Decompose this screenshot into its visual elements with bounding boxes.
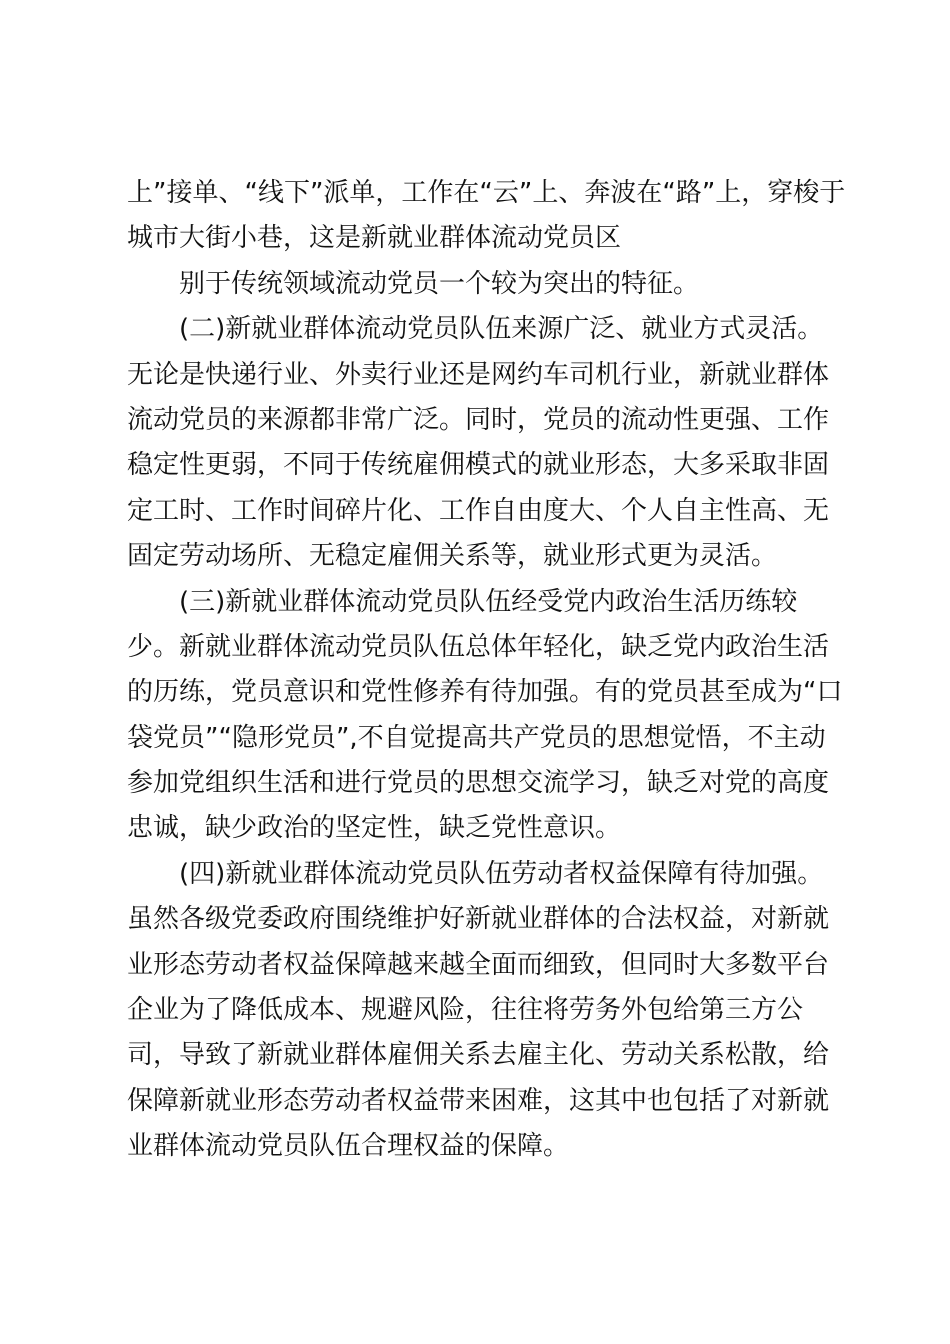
section-heading-4: (四)新就业群体流动党员队伍劳动者权益保障有待加强。 — [179, 858, 824, 889]
text-line: 忠诚，缺少政治的坚定性，缺乏党性意识。 — [127, 813, 622, 844]
text-line: 定工时、工作时间碎片化、工作自由度大、个人自主性高、无 — [127, 495, 830, 526]
text-line: 虽然各级党委政府围绕维护好新就业群体的合法权益，对新就 — [127, 904, 830, 935]
text-line: 企业为了降低成本、规避风险，往往将劳务外包给第三方公 — [127, 995, 804, 1026]
section-heading-3: (三)新就业群体流动党员队伍经受党内政治生活历练较 — [179, 586, 798, 617]
text-line: 袋党员”“隐形党员”,不自觉提高共产党员的思想觉悟，不主动 — [127, 722, 826, 753]
text-line: 业群体流动党员队伍合理权益的保障。 — [127, 1131, 570, 1162]
text-line: 城市大街小巷，这是新就业群体流动党员区 — [127, 223, 622, 254]
text-line: 上”接单、“线下”派单，工作在“云”上、奔波在“路”上，穿梭于 — [127, 178, 846, 208]
text-line: 的历练，党员意识和党性修养有待加强。有的党员甚至成为“口 — [127, 677, 843, 708]
text-line: 流动党员的来源都非常广泛。同时，党员的流动性更强、工作 — [127, 404, 830, 435]
text-line: 少。新就业群体流动党员队伍总体年轻化，缺乏党内政治生活 — [127, 631, 830, 662]
text-line: 无论是快递行业、外卖行业还是网约车司机行业，新就业群体 — [127, 359, 830, 390]
text-line: 业形态劳动者权益保障越来越全面而细致，但同时大多数平台 — [127, 949, 830, 980]
text-line: 固定劳动场所、无稳定雇佣关系等，就业形式更为灵活。 — [127, 541, 778, 572]
body-text — [127, 171, 846, 1170]
text-line: 稳定性更弱，不同于传统雇佣模式的就业形态，大多采取非固 — [127, 450, 830, 481]
text-line: 别于传统领域流动党员一个较为突出的特征。 — [179, 268, 700, 299]
text-line: 司，导致了新就业群体雇佣关系去雇主化、劳动关系松散，给 — [127, 1040, 830, 1071]
text-line: 保障新就业形态劳动者权益带来困难，这其中也包括了对新就 — [127, 1085, 830, 1116]
text-line: 参加党组织生活和进行党员的思想交流学习，缺乏对党的高度 — [127, 768, 830, 799]
section-heading-2: (二)新就业群体流动党员队伍来源广泛、就业方式灵活。 — [179, 314, 824, 345]
